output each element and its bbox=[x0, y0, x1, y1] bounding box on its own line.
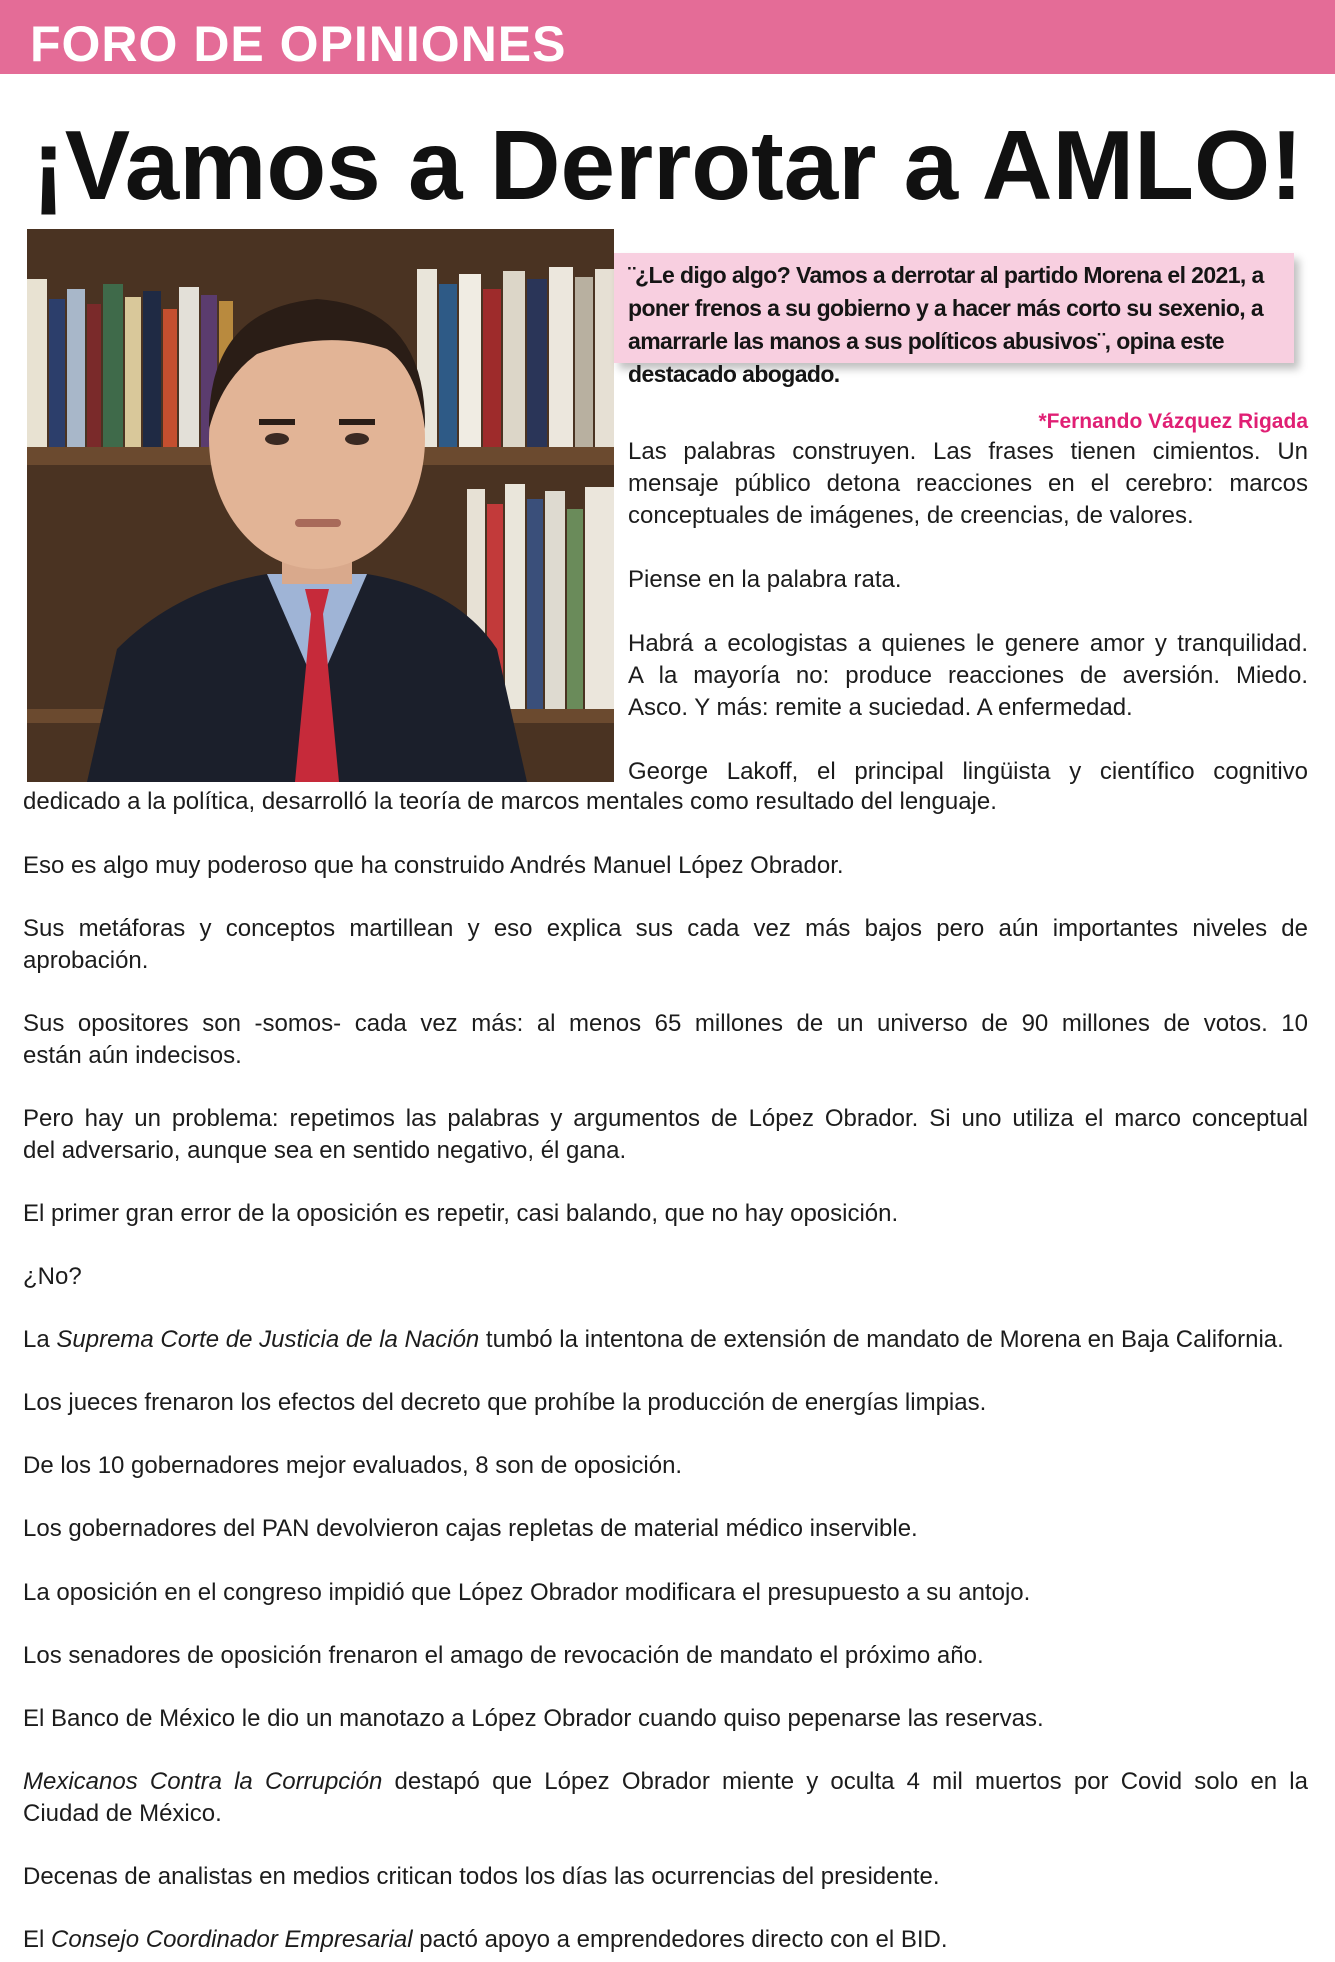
author-photo bbox=[27, 229, 614, 782]
paragraph-2: Piense en la palabra rata. bbox=[628, 566, 902, 593]
paragraph-17: El Banco de México le dio un manotazo a López Obrador cuando quiso pepenarse las reservas. bbox=[23, 1705, 1044, 1732]
paragraph-1-line-1: Las palabras construyen. Las frases tienen cimientos. Un bbox=[628, 438, 1308, 465]
paragraph-7-line-2: están aún indecisos. bbox=[23, 1042, 242, 1069]
paragraph-11-pre: La bbox=[23, 1326, 57, 1353]
paragraph-11 bbox=[23, 1324, 1308, 1356]
paragraph-7-line-1: Sus opositores son -somos- cada vez más: al menos 65 millones de un universo de 90 millones de votos. 10 bbox=[23, 1010, 1308, 1037]
paragraph-3-line-1: Habrá a ecologistas a quienes le genere amor y tranquilidad. bbox=[628, 630, 1308, 657]
paragraph-18-line-1 bbox=[23, 1766, 1308, 1798]
paragraph-3-line-2: A la mayoría no: produce reacciones de aversión. Miedo. bbox=[628, 662, 1308, 689]
paragraph-3-line-3: Asco. Y más: remite a suciedad. A enfermedad. bbox=[628, 694, 1133, 721]
section-banner bbox=[0, 0, 1335, 74]
paragraph-13: De los 10 gobernadores mejor evaluados, 8 son de oposición. bbox=[23, 1452, 683, 1479]
paragraph-6-line-1: Sus metáforas y conceptos martillean y eso explica sus cada vez más bajos pero aún importantes niveles de bbox=[23, 915, 1308, 942]
paragraph-18-line-2: Ciudad de México. bbox=[23, 1800, 222, 1827]
paragraph-16: Los senadores de oposición frenaron el amago de revocación de mandato el próximo año. bbox=[23, 1642, 984, 1669]
paragraph-12: Los jueces frenaron los efectos del decreto que prohíbe la producción de energías limpias. bbox=[23, 1389, 987, 1416]
paragraph-14: Los gobernadores del PAN devolvieron cajas repletas de material médico inservible. bbox=[23, 1515, 918, 1542]
paragraph-20 bbox=[23, 1924, 1308, 1956]
section-label: FORO DE OPINIONES bbox=[30, 16, 567, 72]
headline: ¡Vamos a Derrotar a AMLO! bbox=[32, 110, 1303, 220]
paragraph-1-line-3: conceptuales de imágenes, de creencias, de valores. bbox=[628, 502, 1194, 529]
paragraph-20-post: pactó apoyo a emprendedores directo con el BID. bbox=[412, 1926, 948, 1953]
cce-name: Consejo Coordinador Empresarial bbox=[51, 1926, 413, 1953]
pull-quote: ¨¿Le digo algo? Vamos a derrotar al partido Morena el 2021, a poner frenos a su gobierno y a hacer más corto su sexenio, a amarrarle las manos a sus políticos abusivos¨, opina este destacado abogado. bbox=[614, 253, 1294, 363]
paragraph-8-line-2: del adversario, aunque sea en sentido negativo, él gana. bbox=[23, 1137, 627, 1164]
paragraph-4-line-1: George Lakoff, el principal lingüista y científico cognitivo bbox=[628, 758, 1308, 785]
paragraph-9: El primer gran error de la oposición es repetir, casi balando, que no hay oposición. bbox=[23, 1200, 899, 1227]
paragraph-19: Decenas de analistas en medios critican todos los días las ocurrencias del presidente. bbox=[23, 1863, 940, 1890]
paragraph-1-line-2: mensaje público detona reacciones en el cerebro: marcos bbox=[628, 470, 1308, 497]
supreme-court-name: Suprema Corte de Justicia de la Nación bbox=[56, 1326, 480, 1353]
paragraph-11-post: tumbó la intentona de extensión de mandato de Morena en Baja California. bbox=[479, 1326, 1284, 1353]
paragraph-8-line-1: Pero hay un problema: repetimos las palabras y argumentos de López Obrador. Si uno utiliza el marco conceptual bbox=[23, 1105, 1308, 1132]
paragraph-10: ¿No? bbox=[23, 1263, 82, 1290]
paragraph-4-line-2: dedicado a la política, desarrolló la teoría de marcos mentales como resultado del lenguaje. bbox=[23, 788, 997, 815]
paragraph-15: La oposición en el congreso impidió que López Obrador modificara el presupuesto a su antojo. bbox=[23, 1579, 1031, 1606]
paragraph-5: Eso es algo muy poderoso que ha construido Andrés Manuel López Obrador. bbox=[23, 852, 844, 879]
paragraph-20-pre: El bbox=[23, 1926, 52, 1953]
mcc-name: Mexicanos Contra la Corrupción bbox=[23, 1768, 383, 1795]
paragraph-18-post: destapó que López Obrador miente y oculta 4 mil muertos por Covid solo en la bbox=[382, 1768, 1308, 1795]
paragraph-6-line-2: aprobación. bbox=[23, 947, 149, 974]
author-byline: *Fernando Vázquez Rigada bbox=[1038, 410, 1308, 433]
